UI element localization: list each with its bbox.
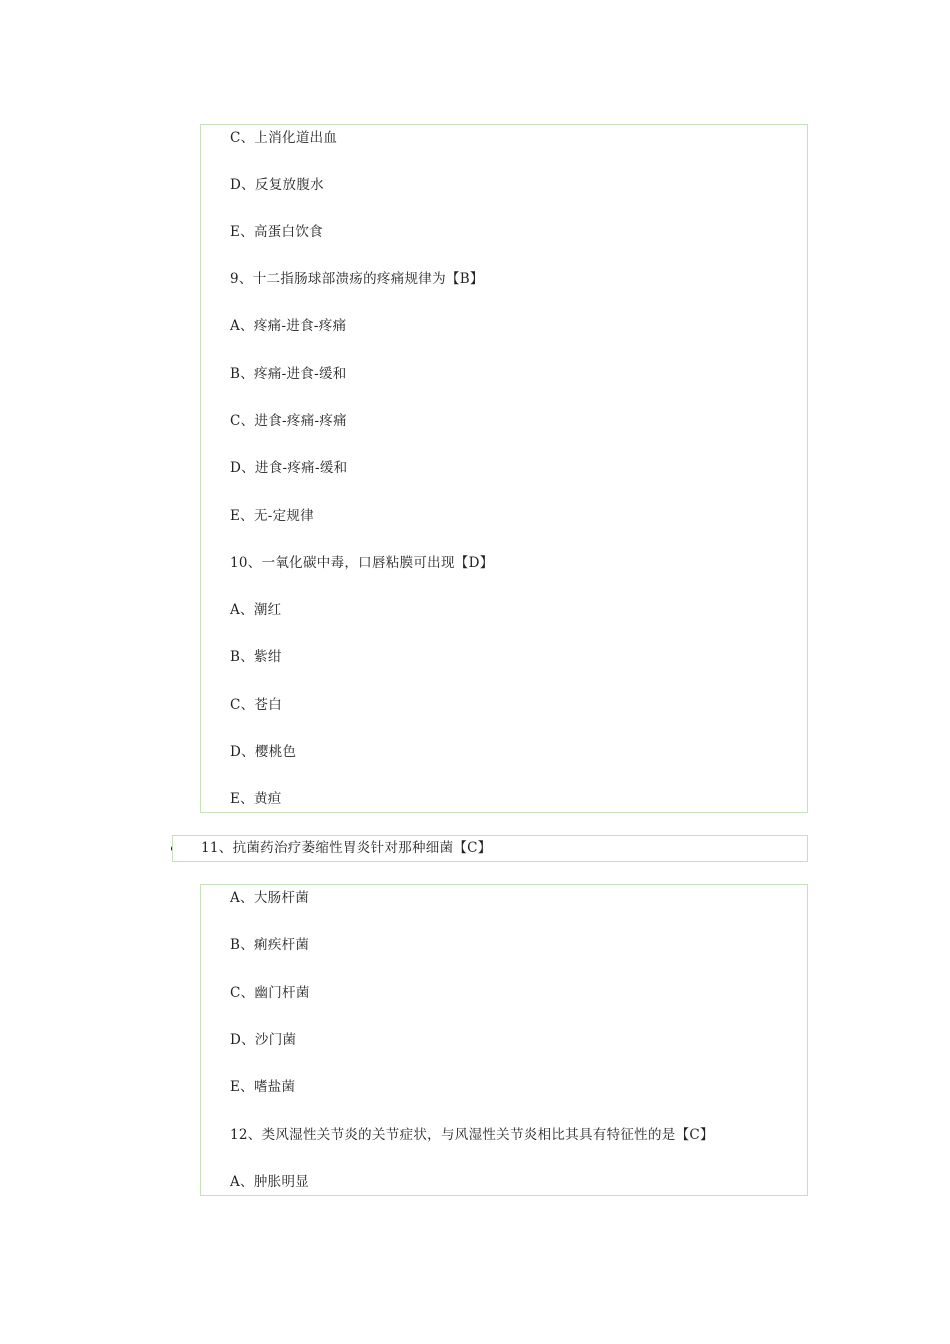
text-line: D、反复放腹水 (230, 177, 324, 193)
question-panel-11 (172, 835, 808, 862)
question-panel-1 (200, 124, 808, 813)
question-10: 10、一氧化碳中毒，口唇粘膜可出现【D】 (230, 555, 494, 571)
text-line: C、苍白 (230, 697, 283, 713)
text-line: D、沙门菌 (230, 1032, 297, 1048)
text-line: E、嗜盐菌 (230, 1079, 296, 1095)
question-panel-2 (200, 884, 808, 1196)
text-line: E、高蛋白饮食 (230, 224, 323, 240)
text-line: E、无-定规律 (230, 508, 315, 524)
text-line: B、紫绀 (230, 649, 282, 665)
text-line: C、幽门杆菌 (230, 985, 310, 1001)
question-12: 12、类风湿性关节炎的关节症状，与风湿性关节炎相比其具有特征性的是【C】 (230, 1127, 714, 1143)
text-line: D、樱桃色 (230, 744, 297, 760)
text-line: A、疼痛-进食-疼痛 (230, 318, 347, 334)
text-line: A、肿胀明显 (230, 1174, 310, 1190)
text-line: B、疼痛-进食-缓和 (230, 366, 347, 382)
text-line: C、上消化道出血 (230, 130, 338, 146)
text-line: A、大肠杆菌 (230, 890, 310, 906)
text-line: A、潮红 (230, 602, 282, 618)
text-line: D、进食-疼痛-缓和 (230, 460, 348, 476)
question-11: 11、抗菌药治疗萎缩性胃炎针对那种细菌【C】 (201, 840, 492, 856)
text-line: C、进食-疼痛-疼痛 (230, 413, 347, 429)
text-line: B、痢疾杆菌 (230, 937, 310, 953)
text-line: E、黄疸 (230, 791, 282, 807)
question-9: 9、十二指肠球部溃疡的疼痛规律为【B】 (230, 271, 484, 287)
